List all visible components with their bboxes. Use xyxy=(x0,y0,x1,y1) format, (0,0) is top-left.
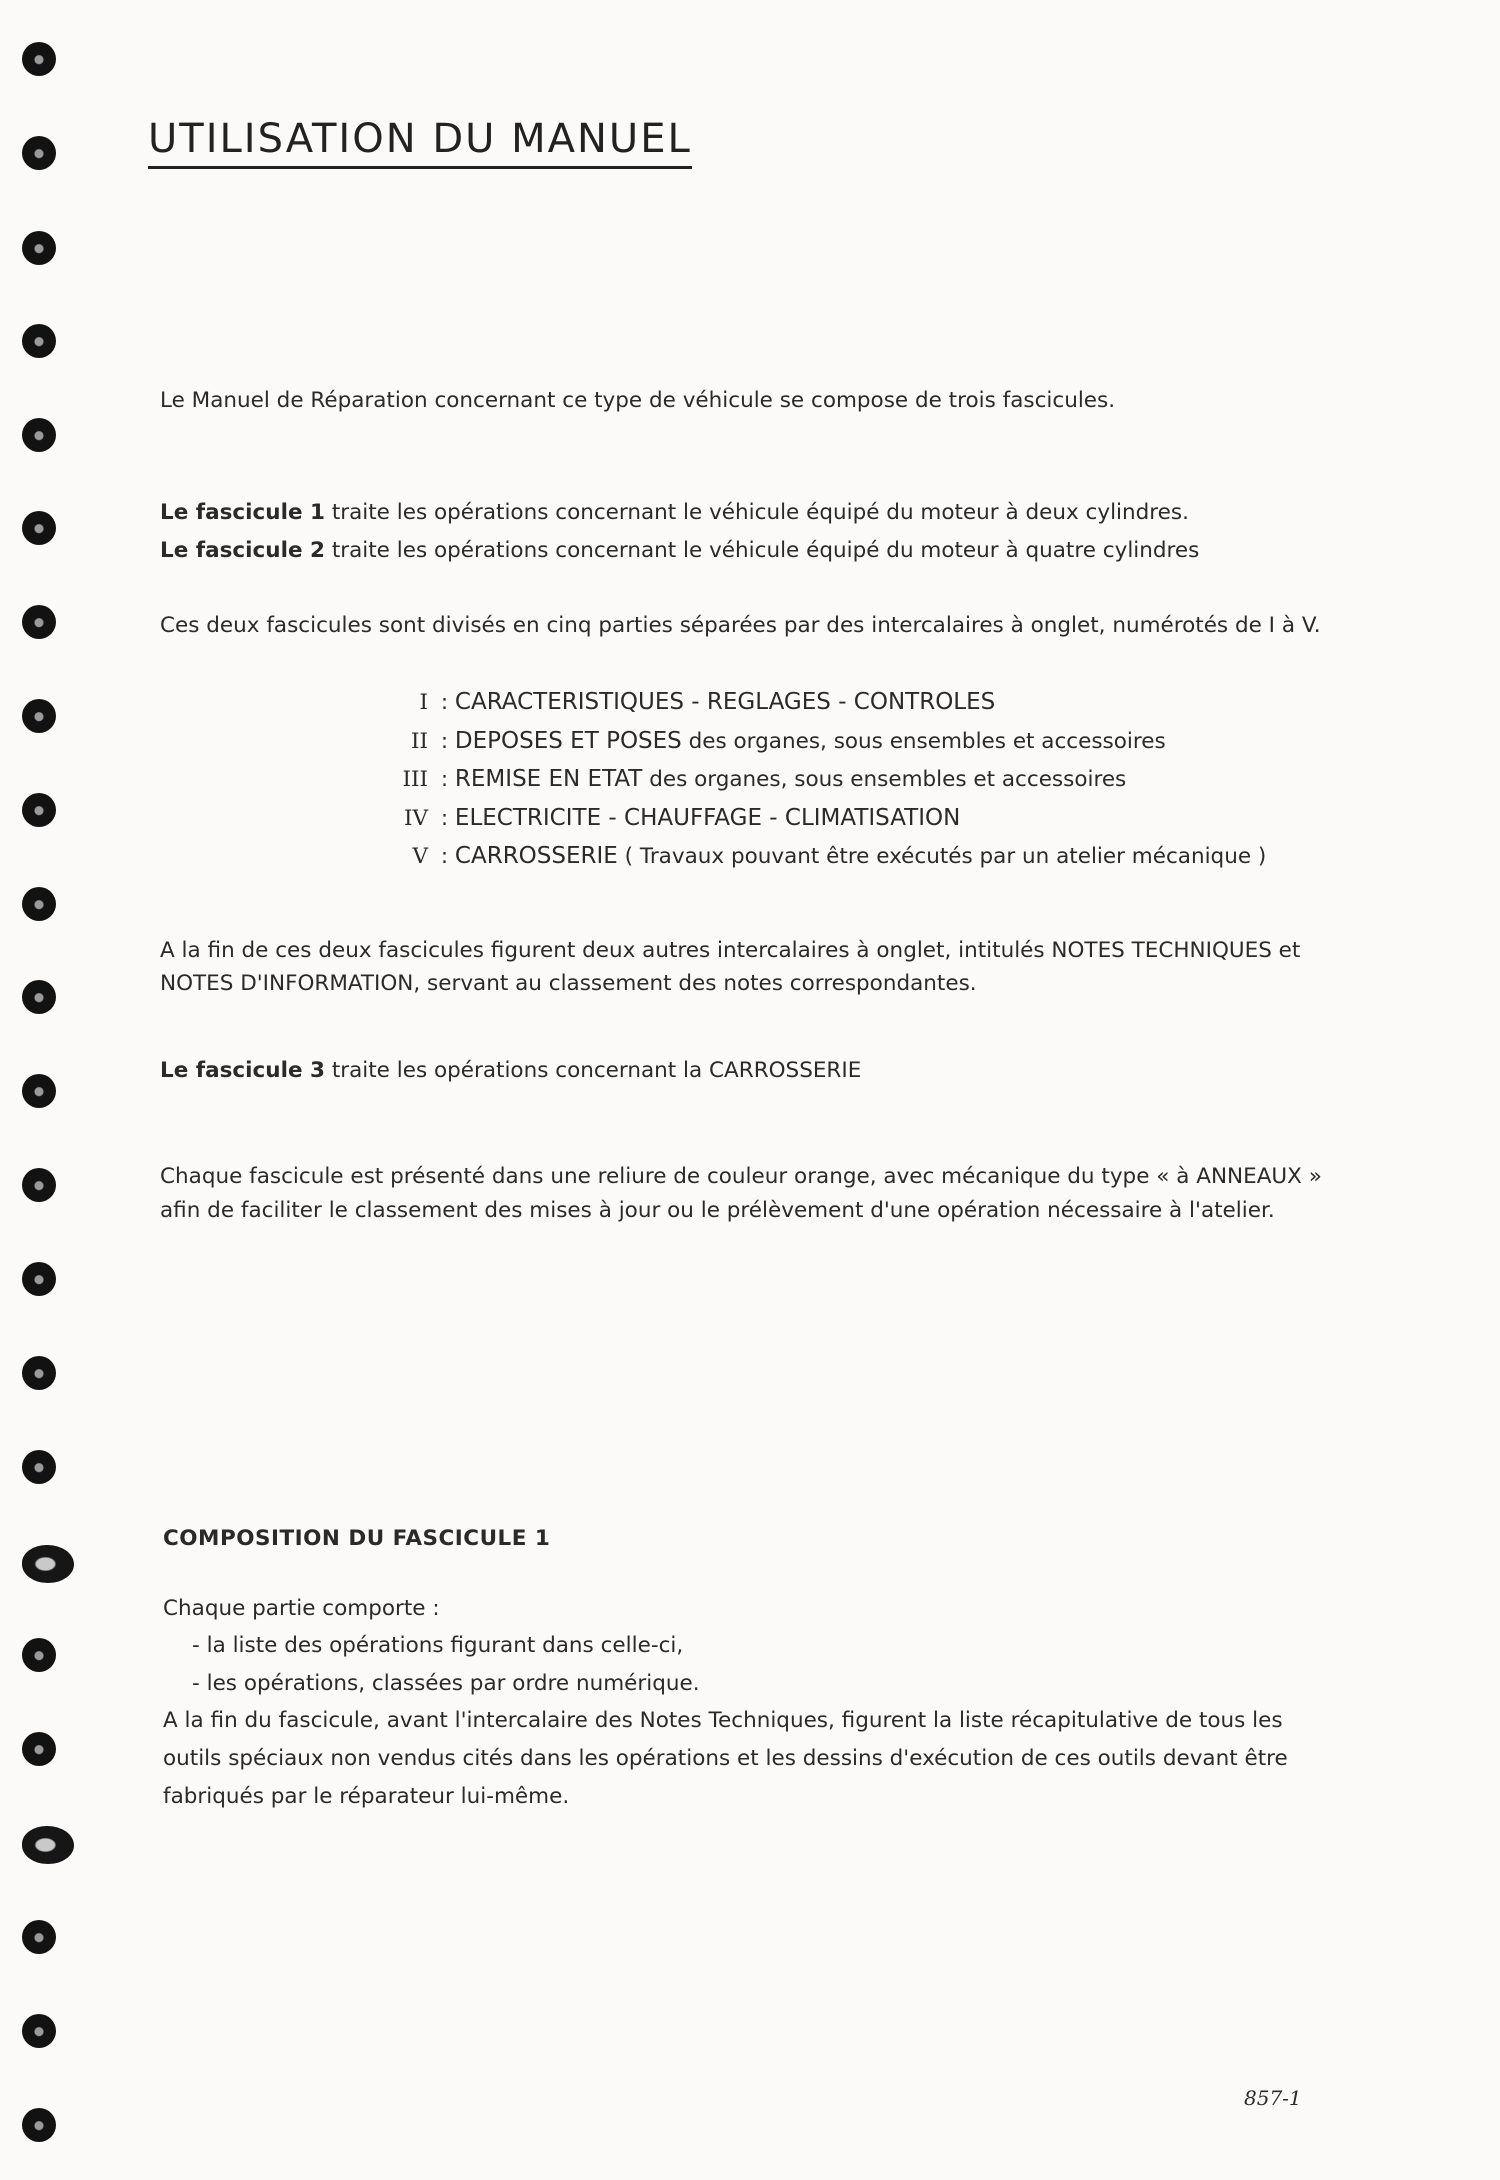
composition-end-line-1: A la fin du fascicule, avant l'intercalaire des Notes Techniques, figurent la liste récapitulative de tous les xyxy=(163,1708,1283,1733)
notes-paragraph-line-1: A la fin de ces deux fascicules figurent deux autres intercalaires à onglet, intitulés NOTES TECHNIQUES et xyxy=(160,938,1301,963)
list-item: - les opérations, classées par ordre numérique. xyxy=(192,1665,700,1703)
part-number: II xyxy=(411,728,428,754)
binder-hole xyxy=(22,136,56,170)
composition-list xyxy=(192,1627,700,1703)
parts-list xyxy=(380,683,1266,876)
fascicule-3-label: Le fascicule 3 xyxy=(160,1058,325,1083)
binder-hole xyxy=(22,1356,56,1390)
part-title: ELECTRICITE - CHAUFFAGE - CLIMATISATION xyxy=(454,804,961,831)
binder-hole xyxy=(22,1826,74,1864)
binder-hole xyxy=(22,699,56,733)
page-number: 857-1 xyxy=(1244,2086,1302,2110)
binder-hole xyxy=(22,1450,56,1484)
composition-intro: Chaque partie comporte : xyxy=(163,1596,440,1621)
fascicule-2-text: traite les opérations concernant le véhicule équipé du moteur à quatre cylindres xyxy=(325,538,1200,563)
binder-hole xyxy=(22,793,56,827)
division-paragraph: Ces deux fascicules sont divisés en cinq parties séparées par des intercalaires à onglet, numérotés de I à V. xyxy=(160,613,1321,638)
fascicule-2-line xyxy=(160,534,1199,568)
binder-hole xyxy=(22,1168,56,1202)
part-number: V xyxy=(412,844,428,869)
part-title: REMISE EN ETAT xyxy=(454,766,643,792)
binder-hole xyxy=(22,980,56,1014)
composition-end-line-2: outils spéciaux non vendus cités dans les opérations et les dessins d'exécution de ces outils devant être xyxy=(163,1746,1288,1771)
fascicule-2-label: Le fascicule 2 xyxy=(160,538,325,563)
part-description: des organes, sous ensembles et accessoires xyxy=(681,728,1166,754)
part-item: I : CARACTERISTIQUES - REGLAGES - CONTROLES xyxy=(380,683,1266,722)
page-title: UTILISATION DU MANUEL xyxy=(148,116,692,169)
part-item: II : DEPOSES ET POSES des organes, sous ensembles et accessoires xyxy=(380,722,1266,761)
part-title: CARACTERISTIQUES - REGLAGES - CONTROLES xyxy=(454,689,996,715)
fascicule-1-label: Le fascicule 1 xyxy=(160,500,325,525)
binder-hole xyxy=(22,418,56,452)
part-number: I xyxy=(419,690,428,715)
fascicule-3-text: traite les opérations concernant la CARROSSERIE xyxy=(325,1058,862,1083)
fascicule-1-line xyxy=(160,496,1189,530)
binder-hole xyxy=(22,2108,56,2142)
part-item: V : CARROSSERIE ( Travaux pouvant être exécutés par un atelier mécanique ) xyxy=(380,837,1266,876)
part-title: CARROSSERIE xyxy=(454,843,618,869)
part-title: DEPOSES ET POSES xyxy=(454,727,682,754)
binder-hole xyxy=(22,1262,56,1296)
composition-heading: COMPOSITION DU FASCICULE 1 xyxy=(163,1526,551,1551)
binder-hole xyxy=(22,1545,74,1583)
binder-hole xyxy=(22,1920,56,1954)
binder-hole xyxy=(22,511,56,545)
part-number: IV xyxy=(403,805,428,831)
binder-hole xyxy=(22,1638,56,1672)
binder-hole xyxy=(22,605,56,639)
composition-end-line-3: fabriqués par le réparateur lui-même. xyxy=(163,1784,570,1809)
part-item: IV : ELECTRICITE - CHAUFFAGE - CLIMATISATION xyxy=(380,799,1266,838)
fascicule-3-line xyxy=(160,1054,861,1088)
binder-hole xyxy=(22,231,56,265)
binder-hole xyxy=(22,324,56,358)
part-number: III xyxy=(402,767,428,792)
intro-paragraph: Le Manuel de Réparation concernant ce type de véhicule se compose de trois fascicules. xyxy=(160,388,1116,413)
binding-paragraph-line-2: afin de faciliter le classement des mises à jour ou le prélèvement d'une opération nécessaire à l'atelier. xyxy=(160,1198,1275,1223)
list-item: - la liste des opérations figurant dans celle-ci, xyxy=(192,1627,700,1665)
fascicule-1-text: traite les opérations concernant le véhicule équipé du moteur à deux cylindres. xyxy=(325,500,1189,525)
binder-hole xyxy=(22,1732,56,1766)
binder-hole xyxy=(22,42,56,76)
binding-paragraph-line-1: Chaque fascicule est présenté dans une reliure de couleur orange, avec mécanique du type « à ANNEAUX » xyxy=(160,1164,1322,1189)
part-description: ( Travaux pouvant être exécutés par un atelier mécanique ) xyxy=(617,844,1267,869)
part-description: des organes, sous ensembles et accessoires xyxy=(642,767,1127,792)
binder-hole xyxy=(22,1074,56,1108)
binder-hole xyxy=(22,2014,56,2048)
part-item: III : REMISE EN ETAT des organes, sous ensembles et accessoires xyxy=(380,760,1266,799)
binder-hole xyxy=(22,887,56,921)
notes-paragraph-line-2: NOTES D'INFORMATION, servant au classement des notes correspondantes. xyxy=(160,971,977,996)
